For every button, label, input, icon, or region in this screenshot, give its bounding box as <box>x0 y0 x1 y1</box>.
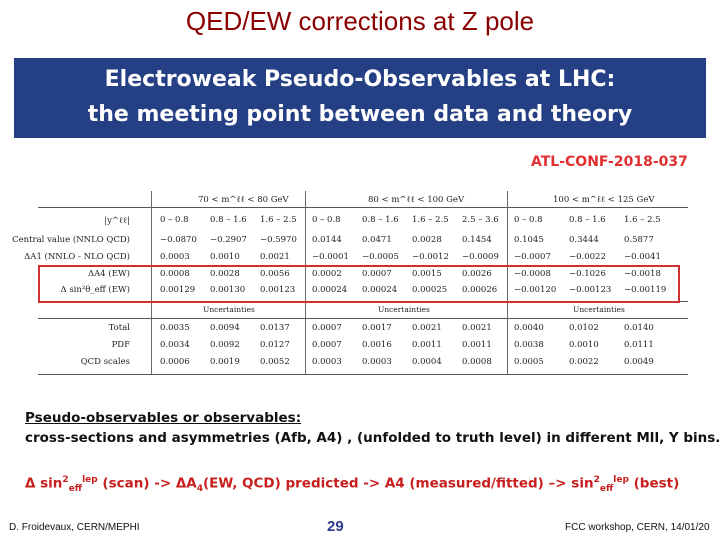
delta-sub: eff <box>599 484 614 495</box>
table-cell: 0.0007 <box>362 269 392 279</box>
table-cell: 0.0028 <box>210 269 240 279</box>
table-cell: 0.00130 <box>210 285 246 295</box>
table-cell: 0.0035 <box>160 323 190 333</box>
table-cell: −0.00123 <box>569 285 612 295</box>
delta-sup: 2 <box>593 475 600 485</box>
y-bin: 0.8 – 1.6 <box>362 215 399 225</box>
table-cell: 0.0111 <box>624 340 654 350</box>
y-bin: 1.6 – 2.5 <box>624 215 661 225</box>
table-cell: 0.0144 <box>312 235 342 245</box>
table-cell: 0.00024 <box>312 285 348 295</box>
row-label: ΔA1 (NNLO - NLO QCD) <box>24 252 130 262</box>
y-bin: 0.8 – 1.6 <box>569 215 606 225</box>
table-cell: 0.1045 <box>514 235 544 245</box>
table-cell: −0.0870 <box>160 235 197 245</box>
table-cell: 0.0137 <box>260 323 290 333</box>
table-cell: 0.0015 <box>412 269 442 279</box>
row-label: PDF <box>111 340 130 350</box>
table-cell: 0.0010 <box>210 252 240 262</box>
table-cell: 0.0471 <box>362 235 392 245</box>
table-cell: 0.0003 <box>362 357 392 367</box>
table-cell: −0.1026 <box>569 269 606 279</box>
table-cell: 0.0028 <box>412 235 442 245</box>
table-cell: 0.0003 <box>312 357 342 367</box>
table-cell: 0.0011 <box>412 340 442 350</box>
table-cell: 0.3444 <box>569 235 599 245</box>
table-cell: −0.0008 <box>514 269 551 279</box>
table-cell: 0.0022 <box>569 357 599 367</box>
table-cell: 0.00123 <box>260 285 296 295</box>
table-cell: 0.0002 <box>312 269 342 279</box>
row-label: ΔA4 (EW) <box>88 269 130 279</box>
highlight-box <box>38 265 680 303</box>
mass-range-header: 80 < m^ℓℓ < 100 GeV <box>368 195 465 205</box>
table-cell: 0.00129 <box>160 285 196 295</box>
table-cell: 0.0005 <box>514 357 544 367</box>
table-cell: −0.0007 <box>514 252 551 262</box>
y-bin: 0 – 0.8 <box>160 215 189 225</box>
table-cell: 0.0003 <box>160 252 190 262</box>
uncertainties-label: Uncertainties <box>203 305 255 314</box>
table-cell: 0.00024 <box>362 285 398 295</box>
conf-note: ATL-CONF-2018-037 <box>531 154 688 170</box>
banner-line-2: the meeting point between data and theory <box>87 102 633 127</box>
table-cell: 0.0007 <box>312 340 342 350</box>
body-line-2: cross-sections and asymmetries (Afb, A4) , (unfolded to truth level) in different Mll, Y bins. <box>25 430 720 446</box>
delta-sup: 2 <box>62 475 69 485</box>
delta-sup: lep <box>613 475 629 485</box>
slide-title: QED/EW corrections at Z pole <box>185 6 535 36</box>
table-cell: 0.0006 <box>160 357 190 367</box>
uncertainties-label: Uncertainties <box>378 305 430 314</box>
table-cell: 0.0038 <box>514 340 544 350</box>
row-label: QCD scales <box>80 357 130 367</box>
table-rule <box>38 207 688 208</box>
delta-sup: lep <box>82 475 98 485</box>
delta-sub: eff <box>68 484 83 495</box>
uncertainties-label: Uncertainties <box>573 305 625 314</box>
table-cell: 0.00026 <box>462 285 498 295</box>
row-label: Total <box>108 323 130 333</box>
table-cell: 0.0056 <box>260 269 290 279</box>
table-cell: −0.0022 <box>569 252 606 262</box>
table-cell: 0.0092 <box>210 340 240 350</box>
table-cell: 0.0040 <box>514 323 544 333</box>
table-cell: 0.0102 <box>569 323 599 333</box>
table-cell: 0.0008 <box>462 357 492 367</box>
footer-event: FCC workshop, CERN, 14/01/20 <box>565 522 710 533</box>
banner <box>14 58 706 138</box>
table-cell: −0.00119 <box>624 285 667 295</box>
table-cell: 0.0021 <box>260 252 290 262</box>
delta-part: (scan) -> ΔA <box>97 475 197 492</box>
table-cell: −0.0005 <box>362 252 399 262</box>
delta-part: (EW, QCD) predicted -> A4 (measured/fitted) –> sin <box>203 475 594 492</box>
table-cell: −0.5970 <box>260 235 297 245</box>
banner-line-1: Electroweak Pseudo-Observables at LHC: <box>104 67 616 92</box>
table-cell: 0.0021 <box>412 323 442 333</box>
table-cell: −0.0018 <box>624 269 661 279</box>
table-cell: 0.0007 <box>312 323 342 333</box>
y-bin: 1.6 – 2.5 <box>260 215 297 225</box>
table-cell: 0.0004 <box>412 357 442 367</box>
table-cell: 0.0094 <box>210 323 240 333</box>
table-cell: −0.0012 <box>412 252 449 262</box>
table-cell: 0.0008 <box>160 269 190 279</box>
table-cell: −0.2907 <box>210 235 247 245</box>
delta-part: Δ sin <box>25 475 63 492</box>
table-cell: 0.0140 <box>624 323 654 333</box>
y-bin: 1.6 – 2.5 <box>412 215 449 225</box>
table-cell: −0.0001 <box>312 252 349 262</box>
table-cell: 0.0017 <box>362 323 392 333</box>
table-cell: 0.1454 <box>462 235 492 245</box>
mass-range-header: 70 < m^ℓℓ < 80 GeV <box>198 195 289 205</box>
table-cell: 0.5877 <box>624 235 654 245</box>
y-bin: 0 – 0.8 <box>312 215 341 225</box>
delta-part: (best) <box>628 475 680 492</box>
y-bin: 0.8 – 1.6 <box>210 215 247 225</box>
body-line-1: Pseudo-observables or observables: <box>25 410 302 426</box>
table-cell: 0.00025 <box>412 285 448 295</box>
table-rule <box>38 374 688 375</box>
table-cell: −0.00120 <box>514 285 557 295</box>
delta-line <box>25 475 679 494</box>
table-cell: 0.0052 <box>260 357 290 367</box>
footer-author: D. Froidevaux, CERN/MEPHI <box>9 522 140 533</box>
y-bin: 0 – 0.8 <box>514 215 543 225</box>
table-cell: 0.0021 <box>462 323 492 333</box>
row-label: Central value (NNLO QCD) <box>12 235 130 245</box>
delta-sub: 4 <box>196 484 204 495</box>
table-cell: −0.0041 <box>624 252 661 262</box>
table-cell: −0.0009 <box>462 252 499 262</box>
page-number: 29 <box>327 518 344 535</box>
table-cell: 0.0127 <box>260 340 290 350</box>
y-bins-label: |y^ℓℓ| <box>104 216 130 226</box>
table-cell: 0.0034 <box>160 340 190 350</box>
y-bin: 2.5 – 3.6 <box>462 215 499 225</box>
row-label: Δ sin²θ_eff (EW) <box>60 285 130 295</box>
table-cell: 0.0011 <box>462 340 492 350</box>
table-cell: 0.0026 <box>462 269 492 279</box>
table-cell: 0.0016 <box>362 340 392 350</box>
mass-range-header: 100 < m^ℓℓ < 125 GeV <box>553 195 655 205</box>
table-cell: 0.0010 <box>569 340 599 350</box>
table-cell: 0.0019 <box>210 357 240 367</box>
table-rule <box>38 318 688 319</box>
table-cell: 0.0049 <box>624 357 654 367</box>
